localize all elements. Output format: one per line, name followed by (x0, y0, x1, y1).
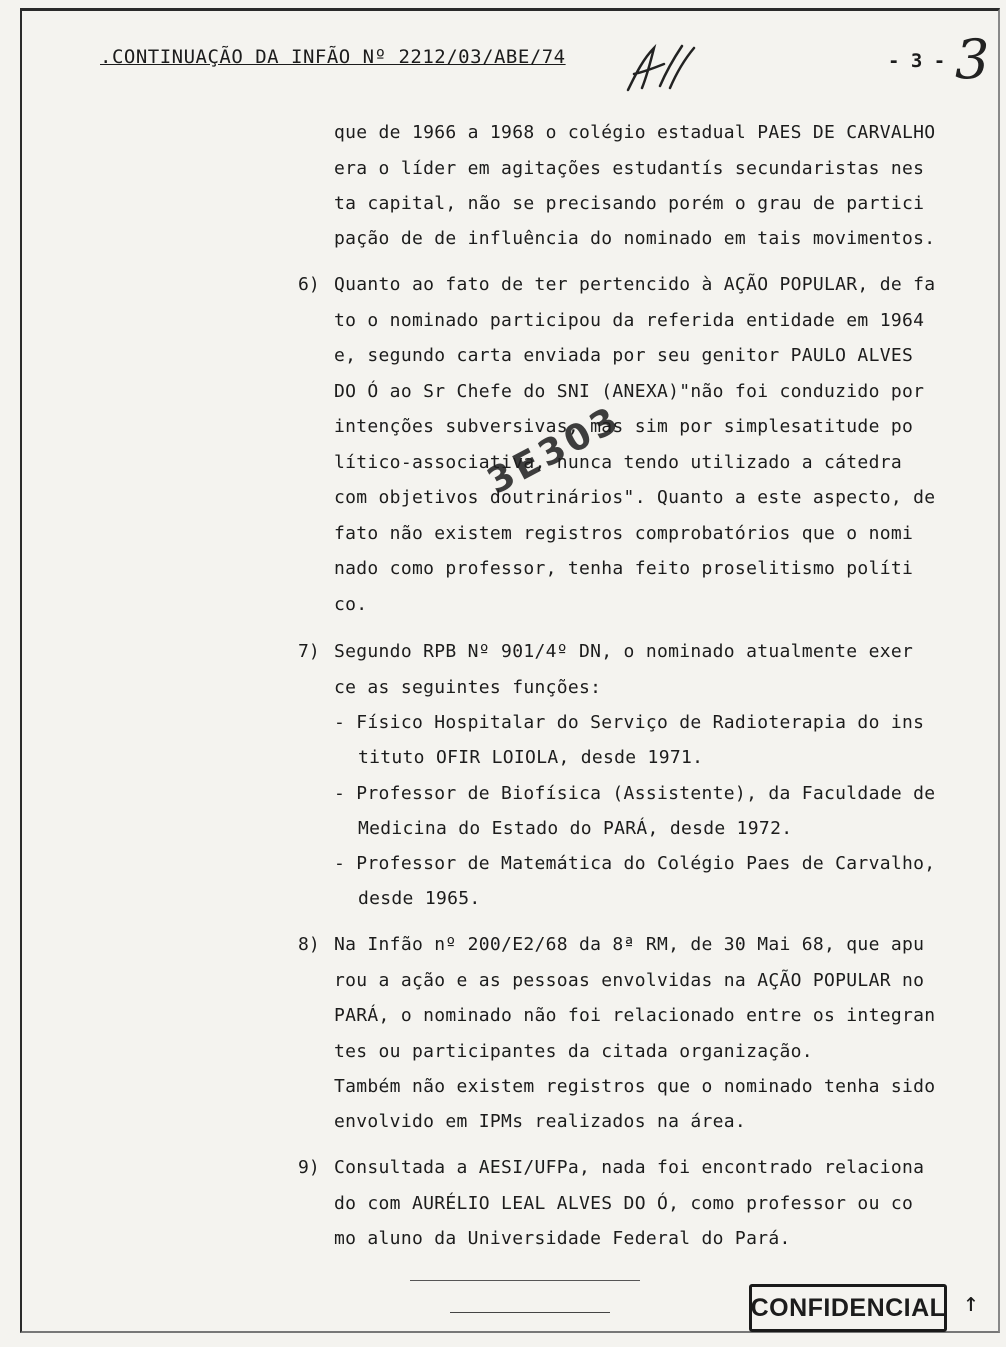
body-line: - Professor de Matemática do Colégio Paes de Carvalho, (334, 853, 936, 874)
body-line: intenções subversivas, mas sim por simplesatitude po (334, 416, 914, 437)
divider (410, 1280, 640, 1281)
body-line: PARÁ, o nominado não foi relacionado entre os integran (334, 1005, 936, 1026)
registry-stamp: 3E303 (480, 398, 628, 503)
body-line: nado como professor, tenha feito proselitismo políti (334, 558, 914, 579)
body-line: do com AURÉLIO LEAL ALVES DO Ó, como professor ou co (334, 1193, 914, 1214)
body-line: Medicina do Estado do PARÁ, desde 1972. (358, 818, 793, 839)
handwritten-page-number: 3 (955, 28, 990, 91)
body-line: Também não existem registros que o nominado tenha sido (334, 1076, 936, 1097)
body-line: Na Infão nº 200/E2/68 da 8ª RM, de 30 Mai 68, que apu (334, 934, 925, 955)
body-line: envolvido em IPMs realizados na área. (334, 1111, 747, 1132)
body-line: com objetivos doutrinários". Quanto a este aspecto, de (334, 487, 936, 508)
body-line: - Professor de Biofísica (Assistente), da Faculdade de (334, 783, 936, 804)
body-line: era o líder em agitações estudantís secundaristas nes (334, 158, 925, 179)
page-number: - 3 - (888, 50, 946, 72)
item-number: 7) (298, 641, 320, 662)
divider (450, 1312, 610, 1313)
body-line: rou a ação e as pessoas envolvidas na AÇÃO POPULAR no (334, 970, 925, 991)
body-line: Consultada a AESI/UFPa, nada foi encontrado relaciona (334, 1157, 925, 1178)
item-number: 6) (298, 274, 320, 295)
body-line: - Físico Hospitalar do Serviço de Radioterapia do ins (334, 712, 925, 733)
body-line: fato não existem registros comprobatórios que o nomi (334, 523, 914, 544)
body-line: que de 1966 a 1968 o colégio estadual PAES DE CARVALHO (334, 122, 936, 143)
item-number: 9) (298, 1157, 320, 1178)
tick-mark: ↑ (963, 1288, 979, 1318)
body-line: Quanto ao fato de ter pertencido à AÇÃO POPULAR, de fa (334, 274, 936, 295)
body-line: DO Ó ao Sr Chefe do SNI (ANEXA)"não foi conduzido por (334, 381, 925, 402)
body-line: Segundo RPB Nº 901/4º DN, o nominado atualmente exer (334, 641, 914, 662)
body-line: mo aluno da Universidade Federal do Pará. (334, 1228, 791, 1249)
body-line: ta capital, não se precisando porém o grau de partici (334, 193, 925, 214)
body-line: lítico-associativa, nunca tendo utilizado a cátedra (334, 452, 902, 473)
document-header: .CONTINUAÇÃO DA INFÃO Nº 2212/03/ABE/74 (100, 46, 566, 68)
item-number: 8) (298, 934, 320, 955)
body-line: e, segundo carta enviada por seu genitor PAULO ALVES (334, 345, 914, 366)
body-line: to o nominado participou da referida entidade em 1964 (334, 310, 925, 331)
body-line: ce as seguintes funções: (334, 677, 602, 698)
body-line: pação de de influência do nominado em tais movimentos. (334, 228, 936, 249)
handwritten-initials (620, 38, 700, 98)
body-line: tituto OFIR LOIOLA, desde 1971. (358, 747, 704, 768)
body-line: co. (334, 594, 368, 615)
classification-stamp: CONFIDENCIAL (749, 1284, 947, 1332)
body-line: desde 1965. (358, 888, 481, 909)
body-line: tes ou participantes da citada organização. (334, 1041, 813, 1062)
